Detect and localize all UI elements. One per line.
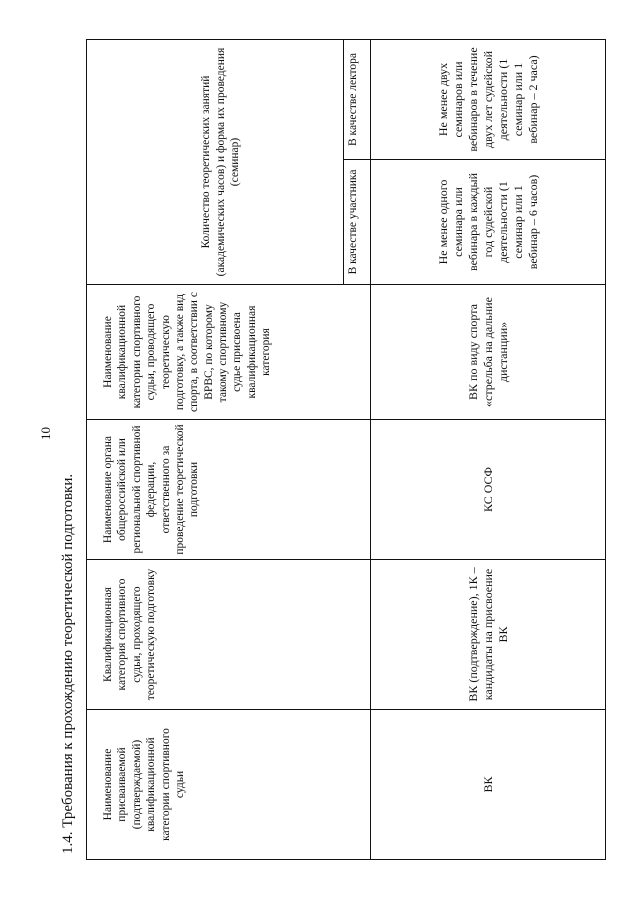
theory-requirements-table <box>86 39 606 860</box>
header-responsible-body: Наименование органа общероссийской или региональной спортивной федерации, ответственного за проведение теоретической подготовки <box>87 420 371 560</box>
cell-category-trainee: ВК (подтверждение), 1К – кандидаты на присвоение ВК <box>371 560 606 710</box>
cell-as-lecturer: Не менее двух семинаров или вебинаров в течение двух лет судейской деятельности (1 семинар или 1 вебинар – 2 часа) <box>371 39 606 159</box>
header-row <box>87 39 344 859</box>
cell-as-participant: Не менее одного семинара или вебинара в каждый год судейской деятельности (1 семинар или 1 вебинар – 6 часов) <box>371 160 606 285</box>
header-category-awarded: Наименование присваиваемой (подтверждаемой) квалификационной категории спортивного судьи <box>87 710 371 860</box>
cell-category-awarded: ВК <box>371 710 606 860</box>
page-number: 10 <box>38 427 53 440</box>
section-heading: 1.4. Требования к прохождению теоретической подготовки. <box>60 473 76 854</box>
header-trainer-category: Наименование квалификационной категории спортивного судьи, проводящего теоретическую подготовку, а также вид спорта, в соответствии с ВРВС, по которому такому спортивному судье присвоена квалификационная категория <box>87 285 371 420</box>
header-as-lecturer: В качестве лектора <box>344 39 371 159</box>
header-as-participant: В качестве участника <box>344 160 371 285</box>
rotated-table-block <box>60 40 606 860</box>
cell-trainer-category: ВК по виду спорта «стрельба на дальние дистанции» <box>371 285 606 420</box>
cell-responsible-body: КС ОСФ <box>371 420 606 560</box>
header-classes-count: Количество теоретических занятий (академических часов) и форма их проведения (семинар) <box>87 39 344 284</box>
table-row <box>371 39 606 859</box>
header-category-trainee: Квалификационная категория спортивного судьи, проходящего теоретическую подготовку <box>87 560 371 710</box>
